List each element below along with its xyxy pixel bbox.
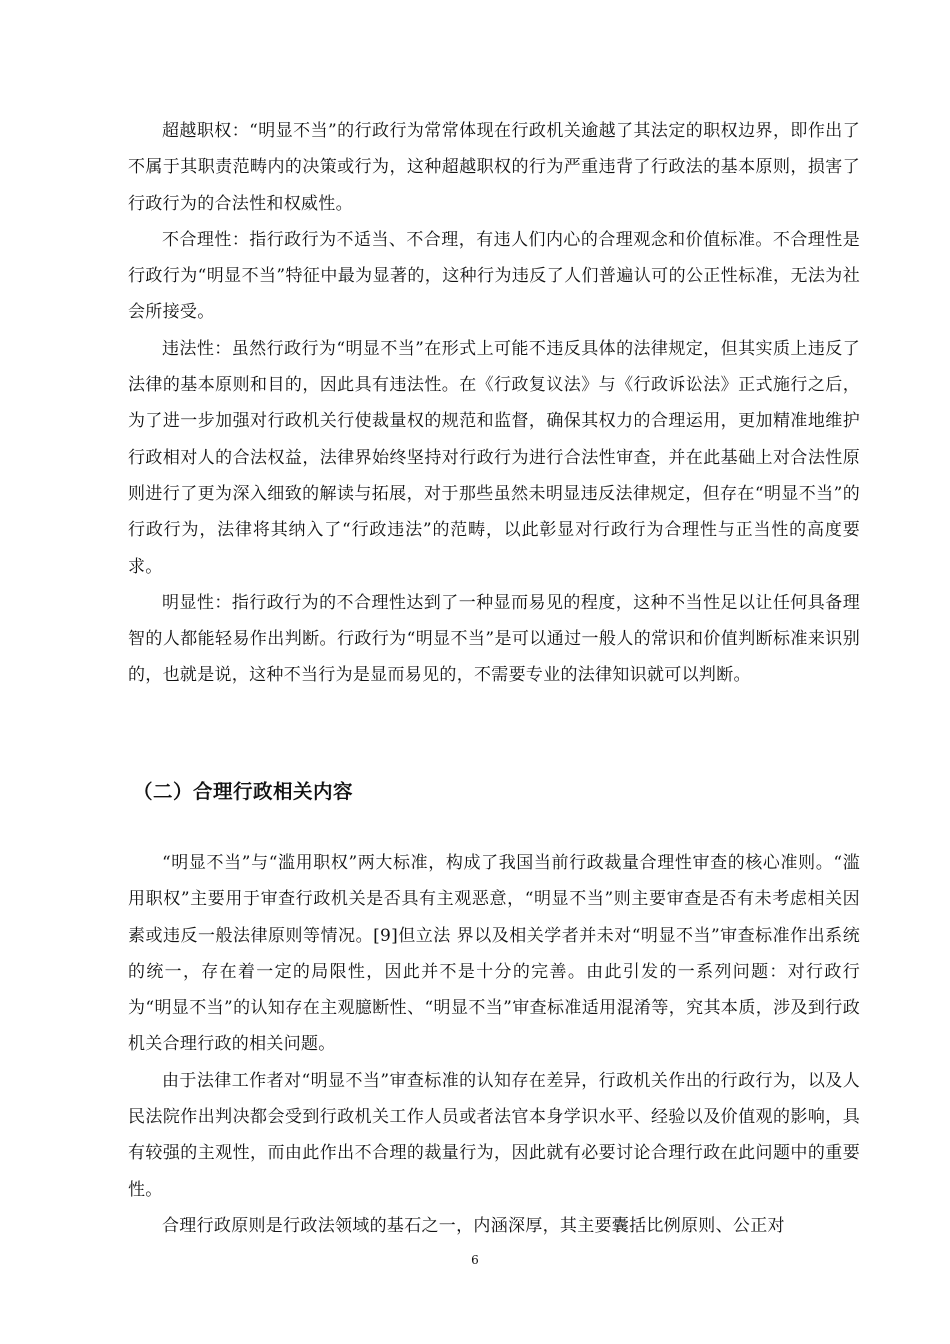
section-heading: （二）合理行政相关内容 [133, 780, 354, 803]
paragraph-illegality: 违法性：虽然行政行为“明显不当”在形式上可能不违反具体的法律规定，但其实质上违反了法律的基本原则和目的，因此具有违法性。在《行政复议法》与《行政诉讼法》正式施行之后，为了进一步加强对行政机关行使裁量权的规范和监督，确保其权力的合理运用，更加精准地维护行政相对人的合法权益，法律界始终坚持对行政行为进行合法性审查，并在此基础上对合法性原则进行了更为深入细致的解读与拓展，对于那些虽然未明显违反法律规定，但存在“明显不当”的行政行为，法律将其纳入了“行政违法”的范畴，以此彰显对行政行为合理性与正当性的高度要求。 [128, 338, 860, 577]
paragraph-principle: 合理行政原则是行政法领域的基石之一，内涵深厚，其主要囊括比例原则、公正对 [162, 1215, 785, 1236]
paragraph-exceeding-authority: 超越职权：“明显不当”的行政行为常常体现在行政机关逾越了其法定的职权边界，即作出了不属于其职责范畴内的决策或行为，这种超越职权的行为严重违背了行政法的基本原则，损害了行政行为的合法性和权威性。 [128, 121, 860, 214]
section-body-characteristics [128, 113, 860, 694]
section-body-reasonable-administration [128, 845, 860, 1244]
paragraph-unreasonableness: 不合理性：指行政行为不适当、不合理，有违人们内心的合理观念和价值标准。不合理性是行政行为“明显不当”特征中最为显著的，这种行为违反了人们普遍认可的公正性标准，无法为社会所接受。 [128, 229, 860, 323]
page-number: 6 [471, 1253, 479, 1267]
paragraph-review-standards: “明显不当”与“滥用职权”两大标准，构成了我国当前行政裁量合理性审查的核心准则。“滥用职权”主要用于审查行政机关是否具有主观恶意，“明显不当”则主要审查是否有未考虑相关因素或违反一般法律原则等情况。[9]但立法 界以及相关学者并未对“明显不当”审查标准作出系统的统一，存在着一定的局限性，因此并不是十分的完善。由此引发的一系列问题：对行政行为“明显不当”的认知存在主观臆断性、“明显不当”审查标准适用混淆等，究其本质，涉及到行政机关合理行政的相关问题。 [128, 853, 860, 1055]
paragraph-obviousness: 明显性：指行政行为的不合理性达到了一种显而易见的程度，这种不当性足以让任何具备理智的人都能轻易作出判断。行政行为“明显不当”是可以通过一般人的常识和价值判断标准来识别的，也就是说，这种不当行为是显而易见的，不需要专业的法律知识就可以判断。 [128, 592, 860, 686]
paragraph-subjectivity: 由于法律工作者对“明显不当”审查标准的认知存在差异，行政机关作出的行政行为，以及人民法院作出判决都会受到行政机关工作人员或者法官本身学识水平、经验以及价值观的影响，具有较强的主观性，而由此作出不合理的裁量行为，因此就有必要讨论合理行政在此问题中的重要性。 [128, 1070, 860, 1200]
